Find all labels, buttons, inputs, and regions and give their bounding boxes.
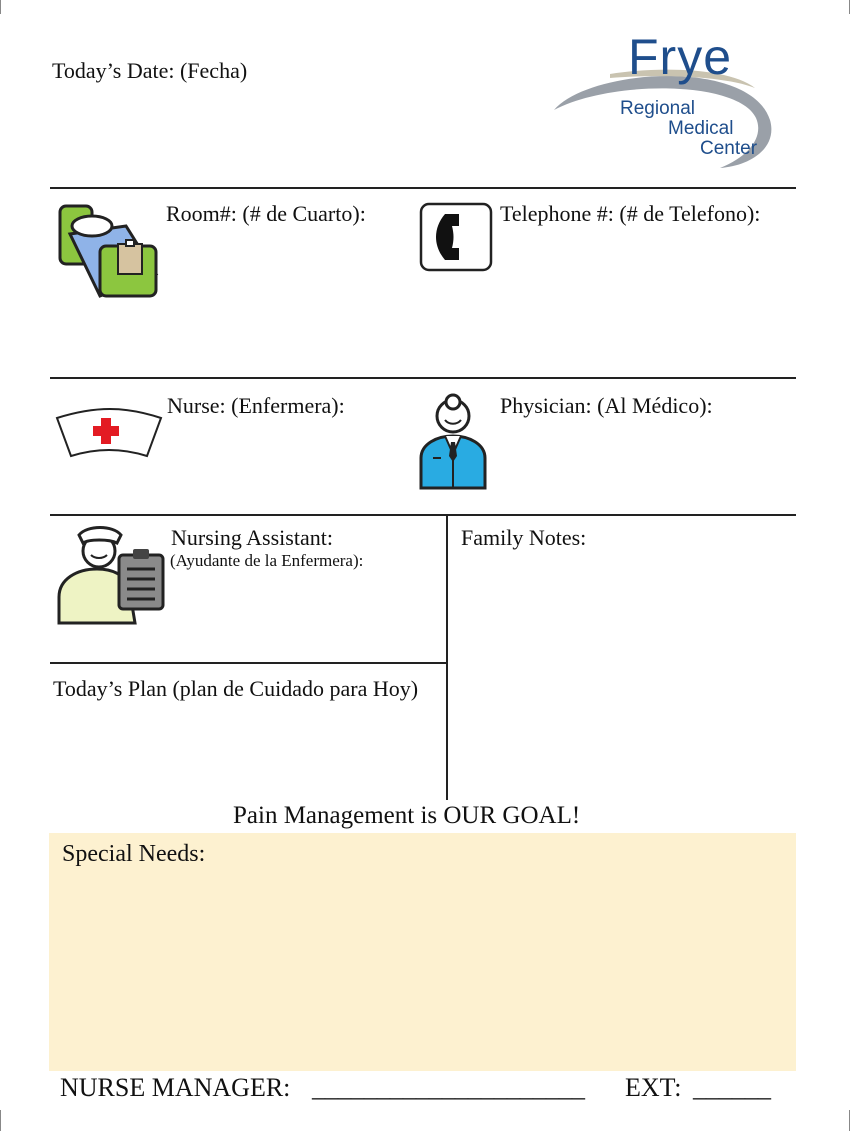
pain-management-banner: Pain Management is OUR GOAL! <box>233 802 581 829</box>
logo-line-medical: Medical <box>668 118 734 139</box>
nurse-label: Nurse: (Enfermera): <box>167 393 345 418</box>
nursing-assistant-label: Nursing Assistant: <box>171 525 333 550</box>
nursing-assistant-sublabel: (Ayudante de la Enfermera): <box>170 551 364 570</box>
telephone-icon <box>419 202 493 272</box>
divider <box>50 187 796 189</box>
telephone-label: Telephone #: (# de Telefono): <box>500 201 761 226</box>
logo-brand: Frye <box>628 29 732 85</box>
special-needs-box[interactable] <box>49 833 796 1071</box>
hospital-bed-icon <box>56 200 162 300</box>
divider <box>50 514 796 516</box>
room-label: Room#: (# de Cuarto): <box>166 201 366 226</box>
divider <box>446 514 448 800</box>
divider <box>50 662 448 664</box>
ext-blank: ______ <box>693 1073 771 1102</box>
todays-date-label: Today’s Date: (Fecha) <box>52 58 248 83</box>
special-needs-label: Special Needs: <box>62 841 206 867</box>
ext-label: EXT: <box>625 1073 682 1102</box>
physician-label: Physician: (Al Médico): <box>500 393 713 418</box>
family-notes-label: Family Notes: <box>461 525 587 550</box>
logo-line-regional: Regional <box>620 98 695 119</box>
crop-mark <box>0 0 1 14</box>
nurse-manager-label: NURSE MANAGER: <box>60 1073 291 1102</box>
frye-logo <box>550 28 780 178</box>
nurse-manager-blank: _____________________ <box>312 1073 585 1102</box>
divider <box>50 377 796 379</box>
todays-plan-label: Today’s Plan (plan de Cuidado para Hoy) <box>53 676 419 701</box>
crop-mark <box>0 1110 1 1131</box>
physician-icon <box>417 392 489 490</box>
nurse-cap-icon <box>55 404 163 460</box>
nursing-assistant-icon <box>55 525 167 625</box>
logo-line-center: Center <box>700 138 758 159</box>
